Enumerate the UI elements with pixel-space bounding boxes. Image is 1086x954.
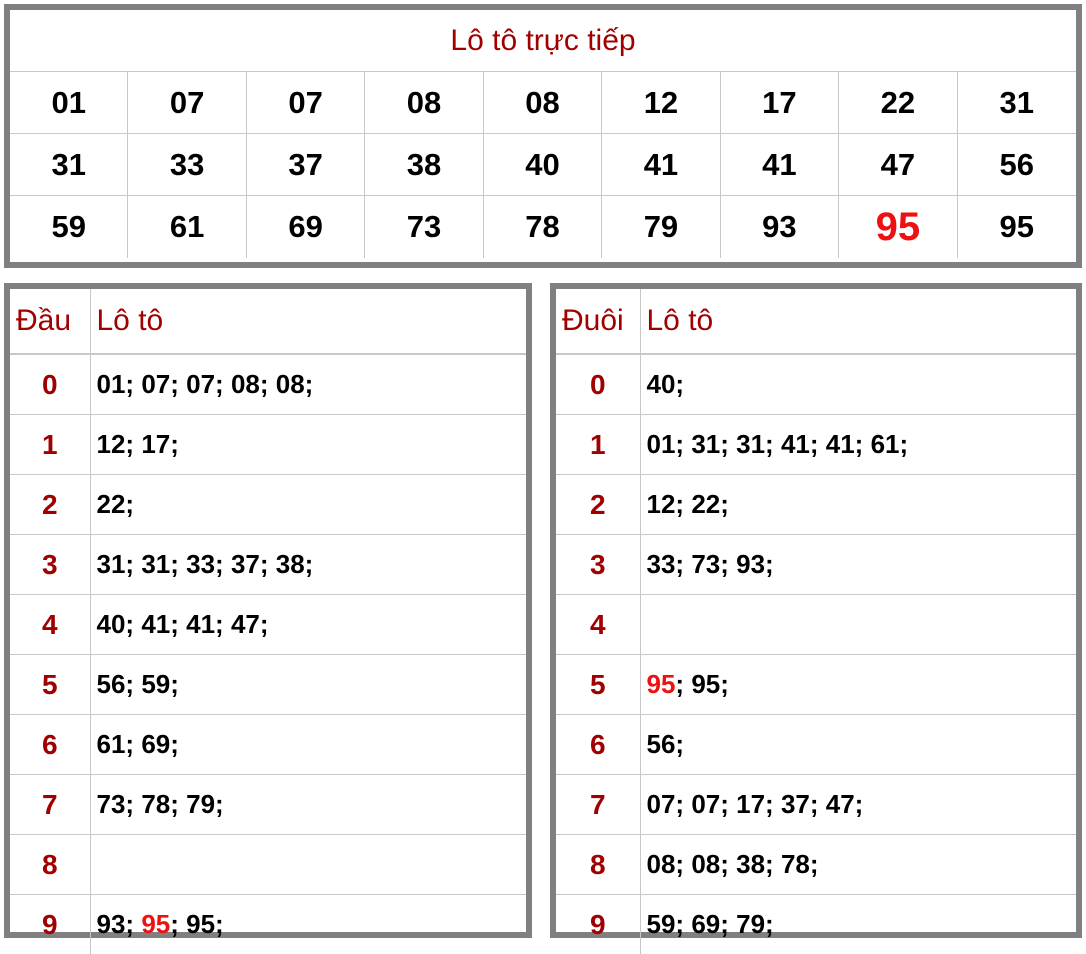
dau-key: 6 xyxy=(10,715,90,775)
duoi-key: 5 xyxy=(556,655,640,715)
loto-value: 93 xyxy=(97,909,126,939)
loto-value: 07 xyxy=(647,789,676,819)
duoi-key: 4 xyxy=(556,595,640,655)
loto-value: 38 xyxy=(276,549,305,579)
loto-value: 12 xyxy=(647,489,676,519)
loto-value: 07 xyxy=(141,369,170,399)
loto-value: 73 xyxy=(691,549,720,579)
loto-value: 61 xyxy=(97,729,126,759)
loto-value: 37 xyxy=(781,789,810,819)
duoi-values: 56; xyxy=(640,715,1076,775)
duoi-row xyxy=(556,715,1076,775)
duoi-row xyxy=(556,775,1076,835)
loto-value: 41 xyxy=(781,429,810,459)
loto-value: 41 xyxy=(826,429,855,459)
loto-value: 08 xyxy=(276,369,305,399)
dau-key: 4 xyxy=(10,595,90,655)
dau-panel xyxy=(4,283,532,938)
duoi-row xyxy=(556,595,1076,655)
duoi-table xyxy=(556,289,1076,954)
loto-value: 31 xyxy=(97,549,126,579)
loto-value: 79 xyxy=(736,909,765,939)
duoi-row xyxy=(556,415,1076,475)
duoi-values: 12; 22; xyxy=(640,475,1076,535)
loto-value: 22 xyxy=(97,489,126,519)
dau-key: 1 xyxy=(10,415,90,475)
loto-number-cell: 41 xyxy=(721,134,839,196)
duoi-values: 59; 69; 79; xyxy=(640,895,1076,954)
loto-value: 41 xyxy=(141,609,170,639)
loto-value: 95 xyxy=(691,669,720,699)
loto-value: 40 xyxy=(97,609,126,639)
duoi-header-value: Lô tô xyxy=(640,289,1076,354)
dau-values: 56; 59; xyxy=(90,655,526,715)
dau-values: 93; 95; 95; xyxy=(90,895,526,954)
live-loto-grid xyxy=(10,72,1076,258)
dau-row xyxy=(10,715,526,775)
loto-number-cell: 37 xyxy=(247,134,365,196)
dau-table xyxy=(10,289,526,954)
dau-values: 22; xyxy=(90,475,526,535)
duoi-header-key: Đuôi xyxy=(556,289,640,354)
loto-value: 22 xyxy=(691,489,720,519)
loto-value: 01 xyxy=(647,429,676,459)
duoi-row xyxy=(556,835,1076,895)
loto-number-cell: 22 xyxy=(839,72,957,134)
loto-value: 95 xyxy=(186,909,215,939)
loto-value: 78 xyxy=(141,789,170,819)
duoi-key: 1 xyxy=(556,415,640,475)
loto-number-cell: 78 xyxy=(484,196,602,258)
loto-value: 56 xyxy=(97,669,126,699)
loto-value: 37 xyxy=(231,549,260,579)
duoi-row xyxy=(556,655,1076,715)
dau-row xyxy=(10,595,526,655)
loto-number-cell: 59 xyxy=(10,196,128,258)
duoi-row xyxy=(556,895,1076,954)
dau-key: 8 xyxy=(10,835,90,895)
loto-number-cell: 95 xyxy=(839,196,957,258)
dau-row xyxy=(10,535,526,595)
loto-number-cell: 56 xyxy=(958,134,1076,196)
loto-value: 93 xyxy=(736,549,765,579)
duoi-key: 2 xyxy=(556,475,640,535)
dau-values: 12; 17; xyxy=(90,415,526,475)
duoi-values: 40; xyxy=(640,354,1076,415)
dau-row xyxy=(10,835,526,895)
loto-value: 31 xyxy=(736,429,765,459)
dau-key: 2 xyxy=(10,475,90,535)
loto-value: 41 xyxy=(186,609,215,639)
loto-value: 40 xyxy=(647,369,676,399)
loto-number-cell: 01 xyxy=(10,72,128,134)
loto-number-cell: 08 xyxy=(484,72,602,134)
duoi-key: 0 xyxy=(556,354,640,415)
dau-key: 0 xyxy=(10,354,90,415)
dau-row xyxy=(10,775,526,835)
duoi-values: 01; 31; 31; 41; 41; 61; xyxy=(640,415,1076,475)
loto-value: 12 xyxy=(97,429,126,459)
duoi-key: 8 xyxy=(556,835,640,895)
duoi-values: 07; 07; 17; 37; 47; xyxy=(640,775,1076,835)
loto-number-cell: 40 xyxy=(484,134,602,196)
loto-number-cell: 41 xyxy=(602,134,720,196)
loto-number-cell: 61 xyxy=(128,196,246,258)
duoi-row xyxy=(556,535,1076,595)
loto-value: 07 xyxy=(186,369,215,399)
loto-number-cell: 69 xyxy=(247,196,365,258)
dau-row xyxy=(10,895,526,954)
dau-values: 01; 07; 07; 08; 08; xyxy=(90,354,526,415)
dau-header-key: Đầu xyxy=(10,289,90,354)
dau-header-row xyxy=(10,289,526,354)
dau-values: 31; 31; 33; 37; 38; xyxy=(90,535,526,595)
loto-number-cell: 31 xyxy=(10,134,128,196)
loto-value: 79 xyxy=(186,789,215,819)
loto-value: 56 xyxy=(647,729,676,759)
loto-number-cell: 33 xyxy=(128,134,246,196)
loto-value: 69 xyxy=(691,909,720,939)
duoi-key: 6 xyxy=(556,715,640,775)
loto-number-cell: 07 xyxy=(128,72,246,134)
loto-value: 95 xyxy=(141,909,170,939)
loto-number-cell: 79 xyxy=(602,196,720,258)
dau-row xyxy=(10,415,526,475)
loto-value: 59 xyxy=(647,909,676,939)
loto-value: 08 xyxy=(647,849,676,879)
loto-value: 78 xyxy=(781,849,810,879)
dau-values xyxy=(90,835,526,895)
loto-value: 69 xyxy=(141,729,170,759)
duoi-values: 95; 95; xyxy=(640,655,1076,715)
live-loto-title: Lô tô trực tiếp xyxy=(10,10,1076,72)
duoi-panel xyxy=(550,283,1082,938)
loto-number-cell: 07 xyxy=(247,72,365,134)
dau-values: 40; 41; 41; 47; xyxy=(90,595,526,655)
dau-row xyxy=(10,475,526,535)
loto-value: 33 xyxy=(647,549,676,579)
dau-values: 73; 78; 79; xyxy=(90,775,526,835)
duoi-values xyxy=(640,595,1076,655)
loto-value: 01 xyxy=(97,369,126,399)
loto-value: 17 xyxy=(736,789,765,819)
dau-key: 7 xyxy=(10,775,90,835)
loto-number-cell: 73 xyxy=(365,196,483,258)
loto-value: 95 xyxy=(647,669,676,699)
loto-value: 08 xyxy=(691,849,720,879)
loto-number-cell: 47 xyxy=(839,134,957,196)
loto-value: 08 xyxy=(231,369,260,399)
duoi-row xyxy=(556,354,1076,415)
loto-value: 47 xyxy=(826,789,855,819)
loto-value: 31 xyxy=(141,549,170,579)
loto-number-cell: 08 xyxy=(365,72,483,134)
dau-values: 61; 69; xyxy=(90,715,526,775)
duoi-values: 33; 73; 93; xyxy=(640,535,1076,595)
loto-value: 59 xyxy=(141,669,170,699)
loto-number-cell: 38 xyxy=(365,134,483,196)
dau-key: 5 xyxy=(10,655,90,715)
loto-number-cell: 12 xyxy=(602,72,720,134)
dau-header-value: Lô tô xyxy=(90,289,526,354)
duoi-header-row xyxy=(556,289,1076,354)
duoi-row xyxy=(556,475,1076,535)
duoi-key: 3 xyxy=(556,535,640,595)
loto-value: 33 xyxy=(186,549,215,579)
duoi-key: 7 xyxy=(556,775,640,835)
loto-number-cell: 93 xyxy=(721,196,839,258)
loto-number-cell: 31 xyxy=(958,72,1076,134)
dau-row xyxy=(10,655,526,715)
loto-value: 31 xyxy=(691,429,720,459)
dau-key: 9 xyxy=(10,895,90,954)
dau-key: 3 xyxy=(10,535,90,595)
loto-number-cell: 17 xyxy=(721,72,839,134)
loto-value: 17 xyxy=(141,429,170,459)
duoi-values: 08; 08; 38; 78; xyxy=(640,835,1076,895)
loto-number-cell: 95 xyxy=(958,196,1076,258)
duoi-key: 9 xyxy=(556,895,640,954)
loto-value: 38 xyxy=(736,849,765,879)
loto-value: 61 xyxy=(871,429,900,459)
dau-row xyxy=(10,354,526,415)
loto-value: 07 xyxy=(691,789,720,819)
loto-value: 73 xyxy=(97,789,126,819)
loto-value: 47 xyxy=(231,609,260,639)
live-loto-panel xyxy=(4,4,1082,268)
